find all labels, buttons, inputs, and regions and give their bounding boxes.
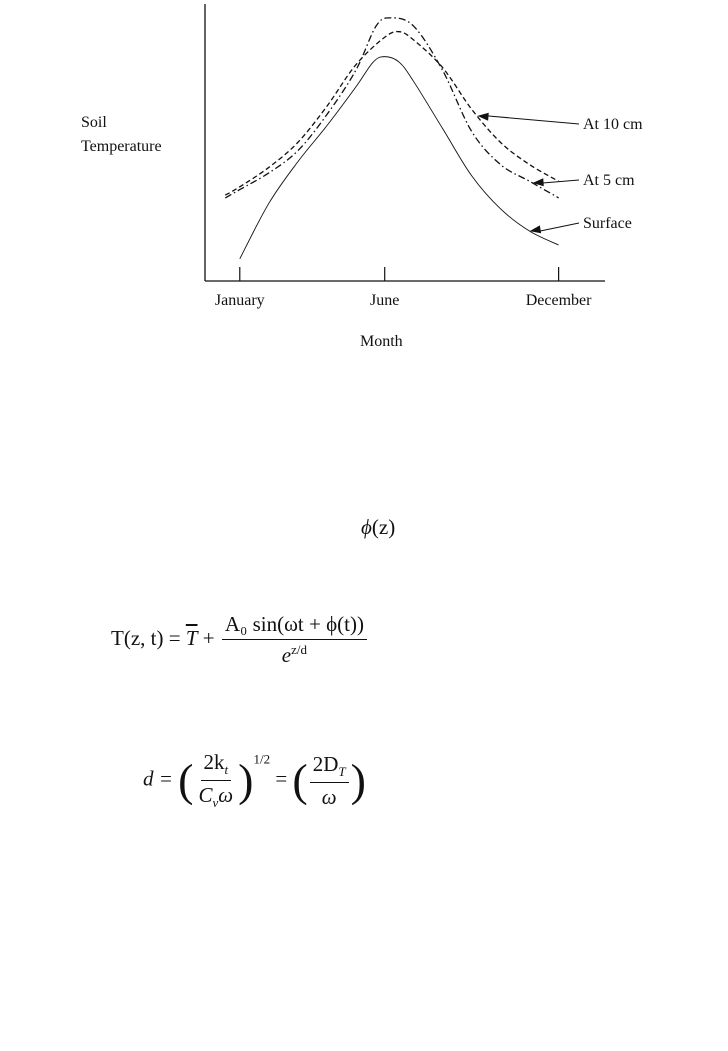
damping-exponent: 1/2 <box>253 751 271 767</box>
damping-fraction-2 <box>310 752 349 810</box>
damping-lhs: d = <box>143 766 173 791</box>
annotation-label: At 5 cm <box>583 172 635 189</box>
damping-num2 <box>310 752 349 783</box>
denominator-exponent: z/d <box>291 642 307 657</box>
x-tick-label: January <box>214 292 265 309</box>
series-at-5-cm <box>225 18 558 198</box>
damping-equals: = <box>275 766 288 791</box>
x-tick-label: June <box>370 292 400 309</box>
arrowhead-icon <box>533 178 544 186</box>
annotation-arrow-line <box>543 180 579 183</box>
num1-text: 2k <box>203 750 225 774</box>
temperature-lhs: T(z, t) = <box>111 625 181 650</box>
annotation-arrows <box>477 113 643 234</box>
right-paren-2: ) <box>350 754 366 806</box>
num2-text: 2D <box>312 751 339 776</box>
damping-fraction-1 <box>196 750 237 811</box>
annotation-arrow-line <box>487 116 579 124</box>
annotation-label: At 10 cm <box>583 116 643 133</box>
x-ticks <box>215 267 592 309</box>
den1-text: C <box>198 783 213 808</box>
y-axis-label-line1: Soil <box>81 114 107 131</box>
damping-den2 <box>319 783 340 810</box>
annotation-label: Surface <box>583 215 632 232</box>
x-axis-label: Month <box>360 333 403 350</box>
x-tick-label: December <box>525 292 592 309</box>
series-surface <box>240 57 559 259</box>
damping-den1 <box>196 781 237 811</box>
soil-temperature-chart <box>0 0 728 360</box>
temperature-mean: $\overline{T}$ <box>185 625 198 650</box>
series-lines <box>225 18 558 259</box>
temperature-denominator <box>279 640 310 668</box>
temperature-numerator: A₀ sin(ωt + ϕ(t)) <box>222 612 367 640</box>
annotation-arrow-line <box>540 223 579 231</box>
left-paren-1: ( <box>178 754 194 806</box>
damping-num1 <box>201 750 232 781</box>
temperature-fraction <box>222 612 367 668</box>
temperature-plus: + <box>202 625 215 650</box>
num2-sub: T <box>338 763 346 779</box>
phi-argument: (z) <box>371 515 396 539</box>
y-axis-label-line2: Temperature <box>81 138 162 155</box>
den2-text: ω <box>321 784 337 809</box>
left-paren-2: ( <box>292 754 308 806</box>
den1-tail: ω <box>218 783 234 808</box>
den1-sub: v <box>212 795 219 811</box>
right-paren-1: ) <box>238 754 254 806</box>
denominator-base: e <box>281 643 292 667</box>
num1-sub: t <box>224 762 229 778</box>
equation-temperature <box>111 612 369 668</box>
equation-phi <box>361 515 395 540</box>
phi-symbol: ϕ <box>361 515 372 539</box>
equation-damping-depth <box>143 750 366 811</box>
